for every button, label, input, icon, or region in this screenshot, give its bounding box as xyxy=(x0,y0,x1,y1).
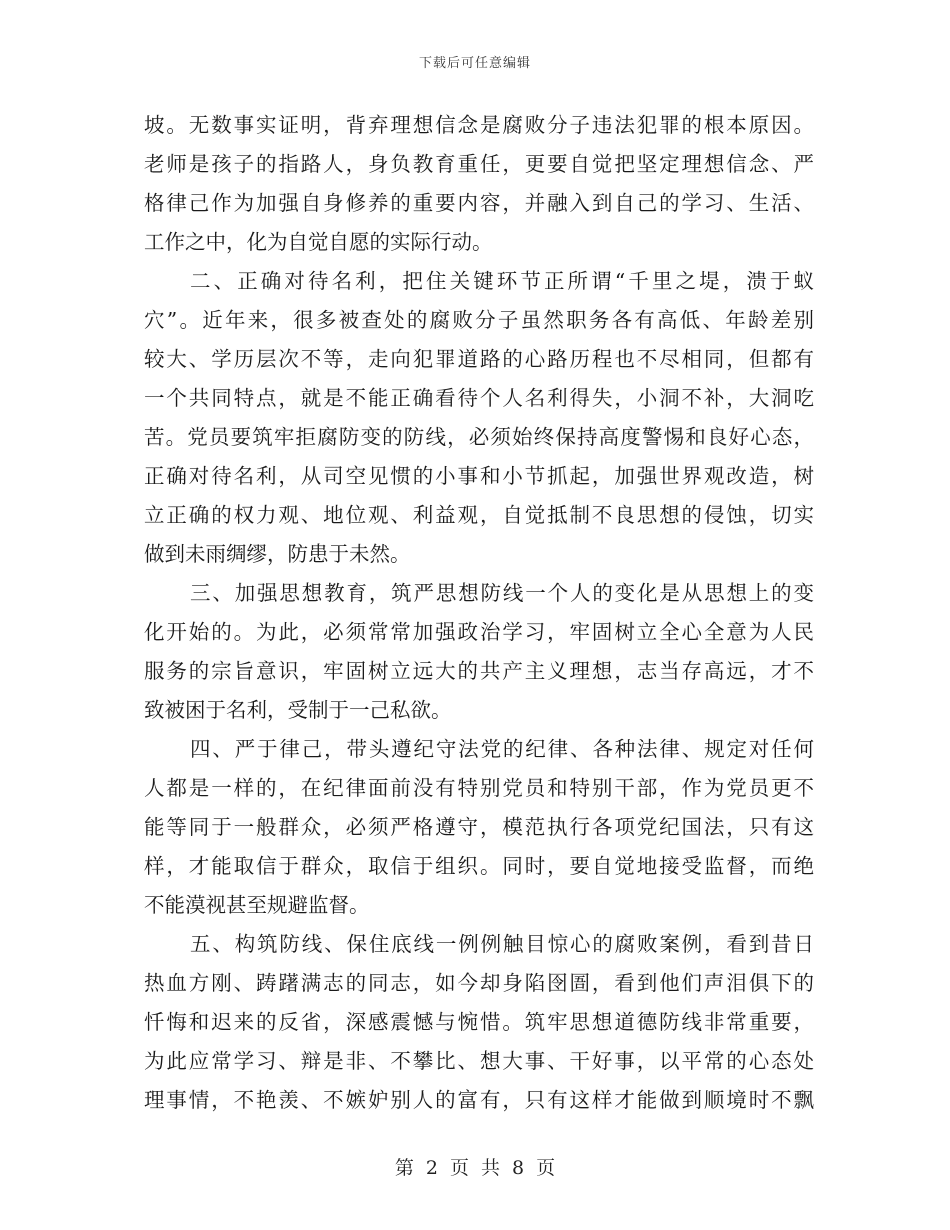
text-line: 穴”。近年来，很多被查处的腐败分子虽然职务各有高低、年龄差别 xyxy=(144,308,814,332)
page-header: 下载后可任意编辑 xyxy=(418,56,531,71)
text-line: 立正确的权力观、地位观、利益观，自觉抵制不良思想的侵蚀，切实 xyxy=(144,503,814,527)
text-line: 致被困于名利，受制于一己私欲。 xyxy=(144,698,452,722)
paragraph-start-line: 三、加强思想教育，筑严思想防线一个人的变化是从思想上的变 xyxy=(190,581,814,605)
text-line: 化开始的。为此，必须常常加强政治学习，牢固树立全心全意为人民 xyxy=(144,620,814,644)
paragraph-start-line: 五、构筑防线、保住底线一例例触目惊心的腐败案例，看到昔日 xyxy=(190,932,814,956)
paragraph-start-line: 二、正确对待名利，把住关键环节正所谓“千里之堤，溃于蚁 xyxy=(190,269,814,293)
text-line: 为此应常学习、辩是非、不攀比、想大事、干好事，以平常的心态处 xyxy=(144,1049,814,1073)
text-line: 工作之中，化为自觉自愿的实际行动。 xyxy=(144,230,493,254)
text-line: 理事情，不艳羡、不嫉妒别人的富有，只有这样才能做到顺境时不飘 xyxy=(144,1088,814,1112)
text-line: 正确对待名利，从司空见惯的小事和小节抓起，加强世界观改造，树 xyxy=(144,464,814,488)
text-line: 忏悔和迟来的反省，深感震憾与惋惜。筑牢思想道德防线非常重要， xyxy=(144,1010,814,1034)
paragraph-start-line: 四、严于律己，带头遵纪守法党的纪律、各种法律、规定对任何 xyxy=(190,737,814,761)
text-line: 不能漠视甚至规避监督。 xyxy=(144,893,370,917)
text-line: 能等同于一般群众，必须严格遵守，模范执行各项党纪国法，只有这 xyxy=(144,815,814,839)
text-line: 格律己作为加强自身修养的重要内容，并融入到自己的学习、生活、 xyxy=(144,191,814,215)
text-line: 苦。党员要筑牢拒腐防变的防线，必须始终保持高度警惕和良好心态， xyxy=(144,425,814,449)
text-line: 一个共同特点，就是不能正确看待个人名利得失，小洞不补，大洞吃 xyxy=(144,386,814,410)
text-line: 老师是孩子的指路人，身负教育重任，更要自觉把坚定理想信念、严 xyxy=(144,152,814,176)
text-line: 热血方刚、踌躇满志的同志，如今却身陷囹圄，看到他们声泪俱下的 xyxy=(144,971,814,995)
text-line: 人都是一样的，在纪律面前没有特别党员和特别干部，作为党员更不 xyxy=(144,776,814,800)
text-line: 样，才能取信于群众，取信于组织。同时，要自觉地接受监督，而绝 xyxy=(144,854,814,878)
document-body xyxy=(144,106,814,1120)
text-line: 服务的宗旨意识，牢固树立远大的共产主义理想，志当存高远，才不 xyxy=(144,659,814,683)
page-number-footer: 第 2 页 共 8 页 xyxy=(394,1157,556,1179)
text-line: 坡。无数事实证明，背弃理想信念是腐败分子违法犯罪的根本原因。 xyxy=(144,113,814,137)
text-line: 较大、学历层次不等，走向犯罪道路的心路历程也不尽相同，但都有 xyxy=(144,347,814,371)
text-line: 做到未雨绸缪，防患于未然。 xyxy=(144,542,411,566)
